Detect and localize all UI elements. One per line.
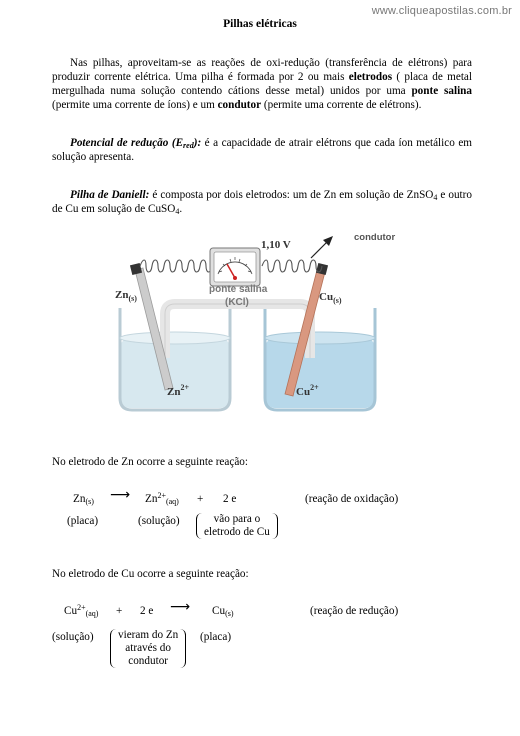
- zn-electrons: 2 e: [223, 493, 237, 505]
- page-title: Pilhas elétricas: [223, 18, 297, 30]
- daniell-sub-1: 4: [433, 193, 438, 202]
- wire-left: [140, 260, 218, 272]
- intro-text-2: ( placa de metal mergulhada numa solução contendo cátions desse metal) unidos por uma: [52, 71, 473, 97]
- cu-ion-label: $Cu^{2+}$: [296, 383, 319, 398]
- potencial-term-a: Potencial de redução (E: [70, 137, 184, 149]
- cu-electrons: 2 e: [140, 605, 154, 617]
- zn-reaction-type: (reação de oxidação): [305, 493, 399, 505]
- potencial-term: [70, 137, 201, 149]
- zn-ion-label: $Zn^{2+}$: [167, 383, 190, 398]
- cu-brace-line-3: condutor: [128, 655, 169, 667]
- bridge-label-1: ponte salina: [209, 284, 268, 295]
- daniell-cell-diagram: [105, 228, 410, 418]
- cu-product: $Cu_{(s)}$: [212, 605, 234, 618]
- bridge-label-2: (KCl): [225, 297, 249, 308]
- cu-reactant: $Cu^{2+}_{(aq)}$: [64, 603, 99, 618]
- zn-label-solucao: (solução): [138, 515, 180, 527]
- cu-brace-line-2: através do: [125, 642, 171, 654]
- cu-section-intro: No eletrodo de Cu ocorre a seguinte reação:: [52, 568, 249, 580]
- potencial-term-sub: red: [183, 141, 194, 150]
- cu-label-placa: (placa): [200, 631, 232, 643]
- daniell-paragraph: [52, 188, 472, 216]
- zn-reaction-arrow: ⟶: [110, 487, 131, 503]
- zn-brace-line-2: eletrodo de Cu: [204, 526, 270, 538]
- daniell-text-2: e outro de Cu em solução de CuSO: [52, 189, 472, 215]
- zn-product: $Zn^{2+}_{(aq)}$: [145, 491, 179, 506]
- conductor-label: condutor: [354, 232, 396, 243]
- potencial-paragraph: [52, 136, 472, 164]
- potencial-text: é a capacidade de atrair elétrons que cada íon metálico em solução apresenta.: [52, 137, 472, 163]
- zn-section-intro: No eletrodo de Zn ocorre a seguinte reação:: [52, 456, 248, 468]
- intro-text-3: (permite uma corrente de íons) e um: [52, 99, 218, 111]
- daniell-term: Pilha de Daniell:: [70, 189, 150, 201]
- cu-brace-line-1: vieram do Zn: [118, 629, 179, 641]
- potencial-term-b: ):: [193, 137, 202, 149]
- zn-reactant: $Zn_{(s)}$: [73, 493, 94, 506]
- zn-plus: +: [197, 493, 204, 505]
- intro-paragraph: [52, 56, 472, 112]
- cu-solution: [265, 338, 375, 408]
- intro-text-4: (permite uma corrente de elétrons).: [261, 99, 422, 111]
- zn-electrode-label: $Zn_{(s)}$: [115, 289, 137, 303]
- voltmeter: [210, 248, 260, 286]
- term-eletrodos: eletrodos: [348, 71, 393, 83]
- wire-right: [262, 260, 322, 272]
- zn-label-placa: (placa): [67, 515, 99, 527]
- cu-reaction-type: (reação de redução): [310, 605, 399, 617]
- daniell-text-3: .: [179, 203, 183, 215]
- cu-electrode-label: $Cu_{(s)}$: [319, 291, 342, 305]
- term-condutor: condutor: [217, 99, 262, 111]
- intro-text-1: Nas pilhas, aproveitam-se as reações de oxi-redução (transferência de elétrons) para produzir corrente elétrica. Uma pilha é formada por 2 ou mais: [52, 57, 472, 83]
- cu-reaction-arrow: ⟶: [170, 599, 191, 615]
- voltage-label: 1,10 V: [261, 239, 291, 251]
- zn-electron-destination: [196, 513, 278, 539]
- cu-electron-origin: [110, 629, 186, 668]
- zn-brace-line-1: vão para o: [213, 513, 261, 525]
- site-watermark: www.cliqueapostilas.com.br: [371, 5, 512, 17]
- term-ponte-salina: ponte salina: [411, 85, 472, 97]
- daniell-text-1: é composta por dois eletrodos: um de Zn em solução de ZnSO: [149, 189, 434, 201]
- daniell-sub-2: 4: [175, 207, 180, 216]
- right-beaker: [265, 308, 375, 410]
- cu-plus: +: [116, 605, 123, 617]
- cu-label-solucao: (solução): [52, 631, 94, 643]
